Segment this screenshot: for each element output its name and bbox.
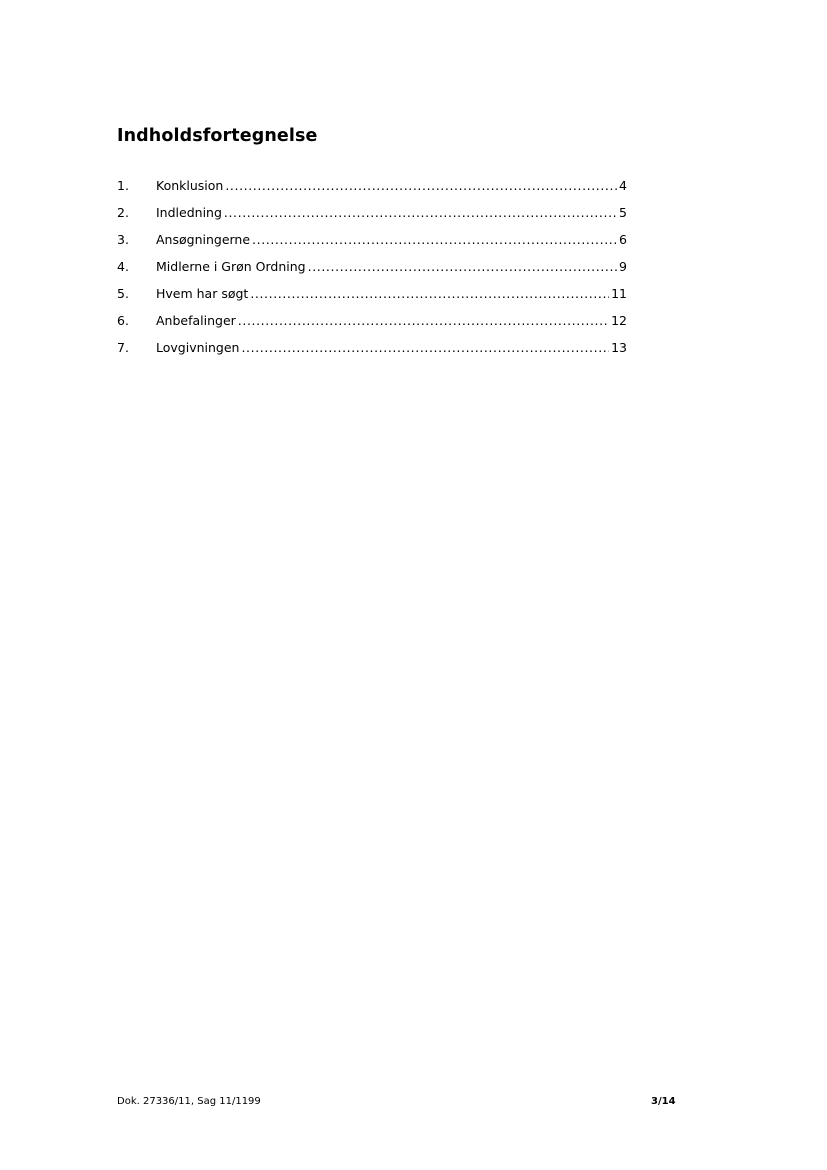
toc-entry-page[interactable]: 9: [619, 259, 627, 274]
page-title: Indholdsfortegnelse: [117, 126, 318, 146]
toc-entry-number: 6.: [117, 313, 129, 328]
toc-entry-number: 4.: [117, 259, 129, 274]
toc-entry-page[interactable]: 5: [619, 205, 627, 220]
toc-dot-leader: [241, 338, 609, 358]
footer-page-indicator: 3/14: [651, 1096, 676, 1107]
toc-entry[interactable]: [117, 311, 627, 338]
toc-entry-number: 7.: [117, 340, 129, 355]
toc-dot-leader: [225, 176, 617, 196]
toc-entry-label[interactable]: Ansøgningerne: [156, 232, 251, 247]
toc-entry-number: 1.: [117, 178, 129, 193]
toc-entry-label[interactable]: Indledning: [156, 205, 222, 220]
toc-entry[interactable]: [117, 284, 627, 311]
toc-entry-label[interactable]: Lovgivningen: [156, 340, 240, 355]
toc-entry-page[interactable]: 12: [611, 313, 627, 328]
toc-entry-number: 5.: [117, 286, 129, 301]
toc-entry-label[interactable]: Konklusion: [156, 178, 224, 193]
toc-entry[interactable]: [117, 230, 627, 257]
toc-entry-label[interactable]: Midlerne i Grøn Ordning: [156, 259, 306, 274]
toc-entry[interactable]: [117, 257, 627, 284]
toc-entry[interactable]: [117, 176, 627, 203]
toc-entry-number: 2.: [117, 205, 129, 220]
table-of-contents: [117, 176, 627, 365]
toc-entry-page[interactable]: 11: [611, 286, 627, 301]
toc-entry-page[interactable]: 4: [619, 178, 627, 193]
toc-entry-page[interactable]: 13: [611, 340, 627, 355]
toc-entry-label[interactable]: Anbefalinger: [156, 313, 236, 328]
toc-dot-leader: [250, 284, 609, 304]
toc-entry[interactable]: [117, 338, 627, 365]
toc-entry-label[interactable]: Hvem har søgt: [156, 286, 249, 301]
toc-dot-leader: [252, 230, 617, 250]
toc-dot-leader: [224, 203, 617, 223]
toc-entry[interactable]: [117, 203, 627, 230]
toc-dot-leader: [238, 311, 609, 331]
footer-document-reference: Dok. 27336/11, Sag 11/1199: [117, 1096, 261, 1107]
toc-entry-page[interactable]: 6: [619, 232, 627, 247]
toc-dot-leader: [308, 257, 617, 277]
toc-entry-number: 3.: [117, 232, 129, 247]
